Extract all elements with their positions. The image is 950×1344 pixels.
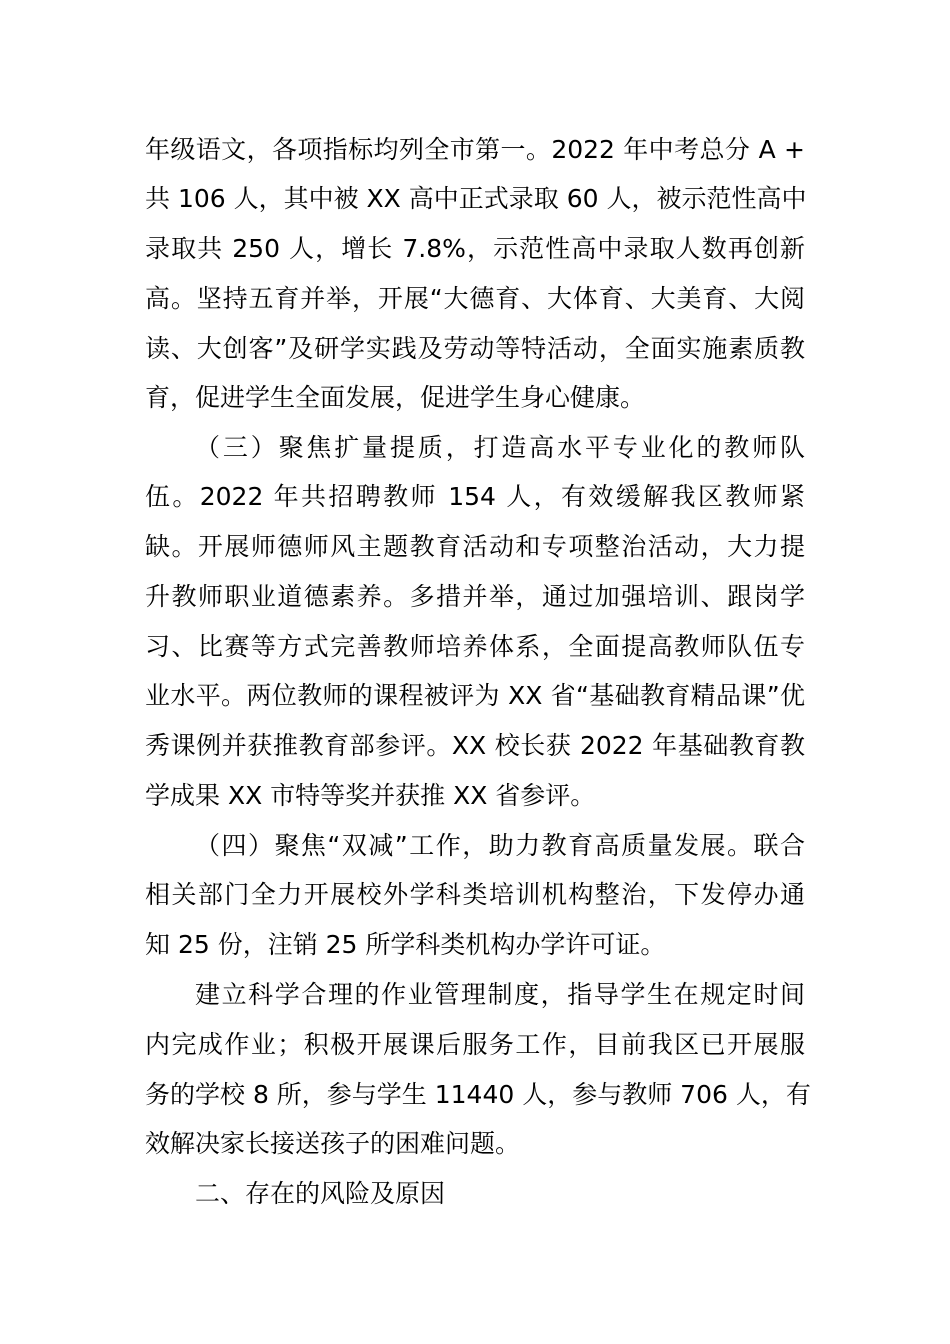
text-line: 高。坚持五育并举，开展“大德育、大体育、大美育、大阅 bbox=[145, 284, 805, 313]
text-line: 知 25 份，注销 25 所学科类机构办学许可证。 bbox=[145, 930, 666, 959]
text-line: 升教师职业道德素养。多措并举，通过加强培训、跟岗学 bbox=[145, 582, 805, 611]
text-line: 伍。2022 年共招聘教师 154 人，有效缓解我区教师紧 bbox=[145, 482, 805, 511]
section-heading-three: （三）聚焦扩量提质，打造高水平专业化的教师队 bbox=[195, 433, 805, 462]
text-line: 年级语文，各项指标均列全市第一。2022 年中考总分 A + bbox=[145, 135, 805, 164]
text-line: 育，促进学生全面发展，促进学生身心健康。 bbox=[145, 383, 646, 412]
text-line: 效解决家长接送孩子的困难问题。 bbox=[145, 1129, 521, 1158]
text-line: 学成果 XX 市特等奖并获推 XX 省参评。 bbox=[145, 781, 596, 810]
text-line: 相关部门全力开展校外学科类培训机构整治，下发停办通 bbox=[145, 880, 805, 909]
text-line: 录取共 250 人，增长 7.8%，示范性高中录取人数再创新 bbox=[145, 234, 805, 263]
section-heading-two: 二、存在的风险及原因 bbox=[195, 1179, 446, 1208]
text-line: 读、大创客”及研学实践及劳动等特活动，全面实施素质教 bbox=[145, 334, 805, 363]
text-line: 习、比赛等方式完善教师培养体系，全面提高教师队伍专 bbox=[145, 632, 805, 661]
text-line: 务的学校 8 所，参与学生 11440 人，参与教师 706 人，有 bbox=[145, 1080, 811, 1109]
section-heading-four: （四）聚焦“双减”工作，助力教育高质量发展。联合 bbox=[195, 831, 805, 860]
text-line: 共 106 人，其中被 XX 高中正式录取 60 人，被示范性高中 bbox=[145, 184, 807, 213]
text-line: 秀课例并获推教育部参评。XX 校长获 2022 年基础教育教 bbox=[145, 731, 805, 760]
text-line: 业水平。两位教师的课程被评为 XX 省“基础教育精品课”优 bbox=[145, 681, 805, 710]
text-line: 缺。开展师德师风主题教育活动和专项整治活动，大力提 bbox=[145, 532, 805, 561]
text-line: 建立科学合理的作业管理制度，指导学生在规定时间 bbox=[195, 980, 805, 1009]
text-line: 内完成作业；积极开展课后服务工作，目前我区已开展服 bbox=[145, 1030, 805, 1059]
